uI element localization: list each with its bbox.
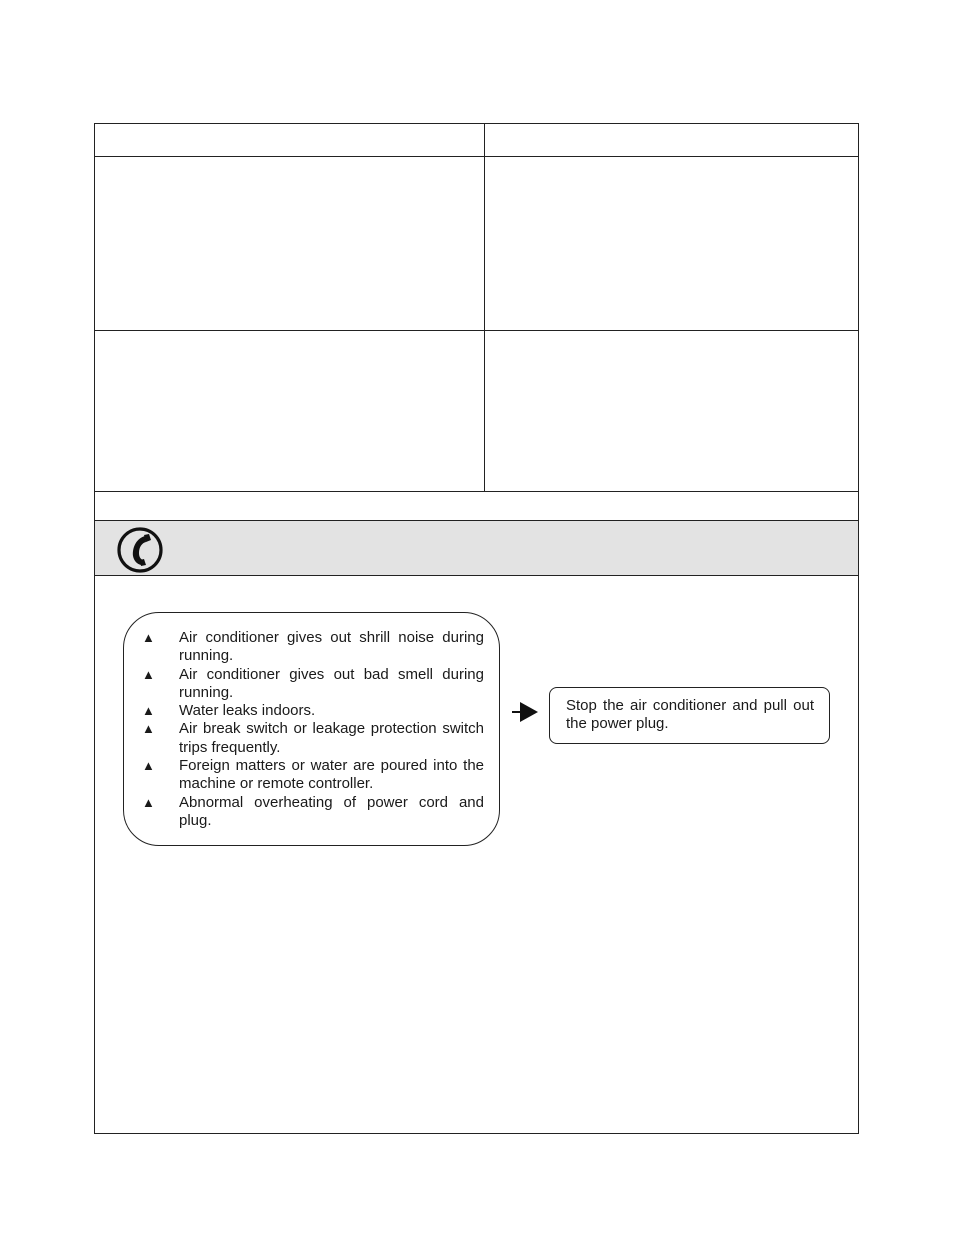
triangle-bullet-icon: ▲ bbox=[142, 703, 155, 719]
triangle-bullet-icon: ▲ bbox=[142, 630, 155, 645]
phone-handset-icon bbox=[115, 525, 165, 575]
table-row-divider bbox=[95, 491, 858, 492]
triangle-bullet-icon: ▲ bbox=[142, 794, 155, 810]
symptom-list-box bbox=[123, 612, 500, 846]
list-item: ▲ Foreign matters or water are poured into the machine or remote controller. bbox=[142, 757, 484, 793]
table-row-divider bbox=[95, 330, 858, 331]
list-item: ▲ Abnormal overheating of power cord and plug. bbox=[142, 793, 484, 829]
list-item: ▲ Water leaks indoors. bbox=[142, 702, 316, 720]
contact-service-band bbox=[95, 520, 858, 576]
action-box bbox=[549, 687, 830, 744]
arrow-right-icon bbox=[510, 700, 540, 724]
action-text: Stop the air conditioner and pull out the power plug. bbox=[566, 697, 814, 733]
table-column-divider bbox=[484, 124, 485, 491]
list-item: ▲ Air break switch or leakage protection switch trips frequently. bbox=[142, 720, 484, 756]
triangle-bullet-icon: ▲ bbox=[142, 666, 155, 682]
triangle-bullet-icon: ▲ bbox=[142, 721, 155, 737]
list-item: ▲ Air conditioner gives out shrill noise during running. bbox=[142, 629, 484, 665]
list-item: ▲ Air conditioner gives out bad smell during running. bbox=[142, 665, 484, 701]
triangle-bullet-icon: ▲ bbox=[142, 758, 155, 774]
symptom-list bbox=[142, 629, 484, 830]
table-header-divider bbox=[95, 156, 858, 157]
